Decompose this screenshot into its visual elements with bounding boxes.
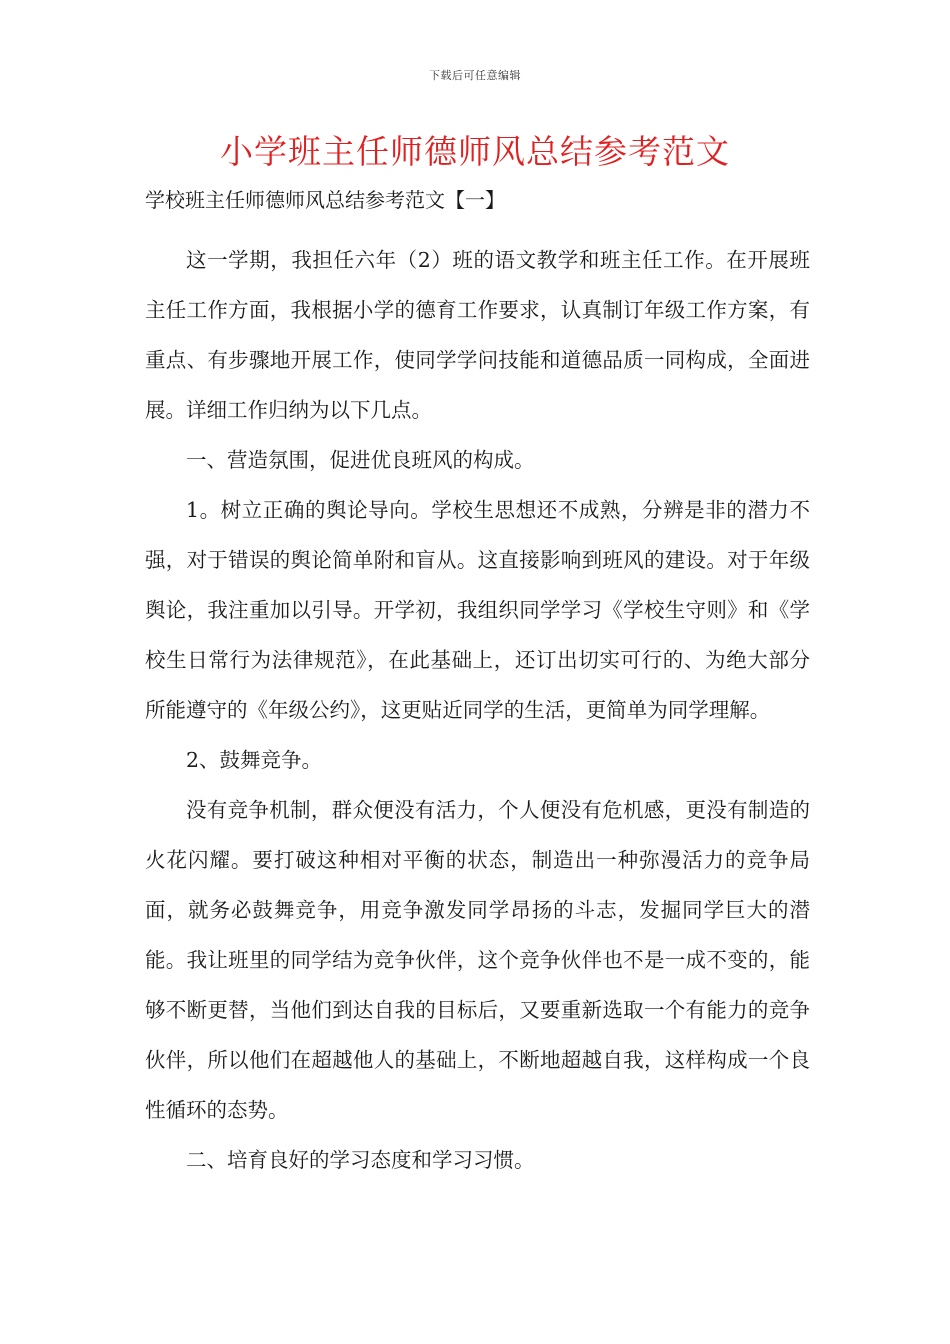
paragraph-intro: 这一学期，我担任六年（2）班的语文教学和班主任工作。在开展班主任工作方面，我根据小学的德育工作要求，认真制订年级工作方案，有重点、有步骤地开展工作，使同学学问技能和道德品质一同构成，全面进展。详细工作归纳为以下几点。	[145, 248, 810, 422]
document-body	[145, 235, 810, 1185]
section-heading-1: 一、营造氛围，促进优良班风的构成。	[186, 448, 535, 472]
paragraph-competition: 没有竞争机制，群众便没有活力，个人便没有危机感，更没有制造的火花闪耀。要打破这种相对平衡的状态，制造出一种弥漫活力的竞争局面，就务必鼓舞竞争，用竞争激发同学昂扬的斗志，发掘同学巨大的潜能。我让班里的同学结为竞争伙伴，这个竞争伙伴也不是一成不变的，能够不断更替，当他们到达自我的目标后，又要重新选取一个有能力的竞争伙伴，所以他们在超越他人的基础上，不断地超越自我，这样构成一个良性循环的态势。	[145, 798, 810, 1122]
document-subtitle: 学校班主任师德师风总结参考范文【一】	[145, 188, 505, 212]
header-note: 下载后可任意编辑	[429, 69, 521, 82]
paragraph-point-1: 1。树立正确的舆论导向。学校生思想还不成熟，分辨是非的潜力不强，对于错误的舆论简单附和盲从。这直接影响到班风的建设。对于年级舆论，我注重加以引导。开学初，我组织同学学习《学校生守则》和《学校生日常行为法律规范》，在此基础上，还订出切实可行的、为绝大部分所能遵守的《年级公约》，这更贴近同学的生活，更简单为同学理解。	[145, 498, 810, 722]
subheading-point-2: 2、鼓舞竞争。	[186, 748, 323, 772]
section-heading-2: 二、培育良好的学习态度和学习习惯。	[186, 1148, 535, 1172]
document-title: 小学班主任师德师风总结参考范文	[220, 132, 730, 171]
